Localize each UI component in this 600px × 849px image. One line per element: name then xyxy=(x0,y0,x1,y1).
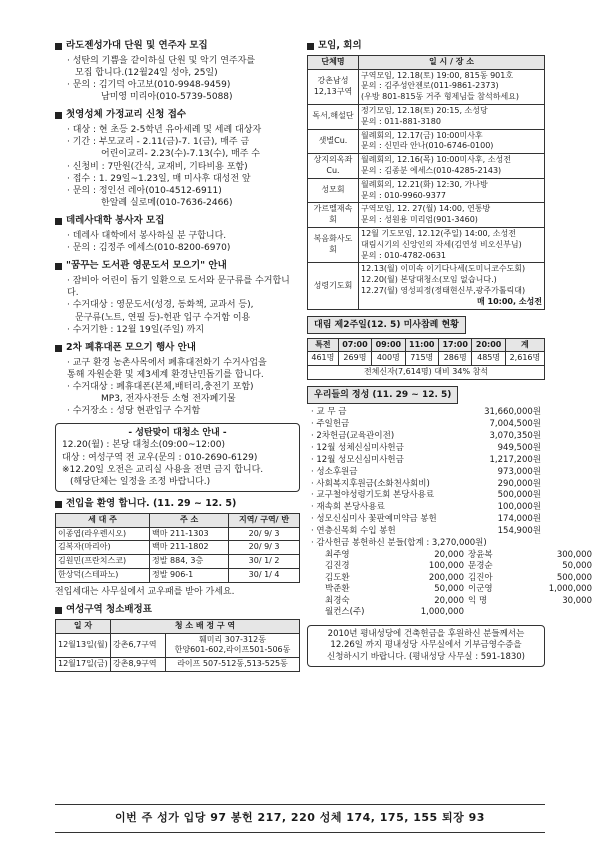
text-line: (해당단체는 일정을 조정 바랍니다.) xyxy=(70,476,211,487)
detail-line: 12.20(월) 본당대청소(모임 없습니다.) xyxy=(361,275,497,285)
item-label: · 2차헌금(교육관이전) xyxy=(311,431,395,441)
group-name: 독서,해설단 xyxy=(308,105,359,130)
table-row xyxy=(56,555,300,569)
hymn-footer: 이번 주 성가 입당 97 봉헌 217, 220 성체 174, 175, 155 퇴장 93 xyxy=(55,804,545,833)
section-title: 데레사대학 봉사자 모집 xyxy=(66,215,165,227)
detail-line: 12.27(월) 영성피정(정태현신부,광주가톨릭대) xyxy=(361,285,526,295)
item-label: · 12월 성체신심미사헌금 xyxy=(311,442,404,453)
table-cell: 20/ 9/ 3 xyxy=(229,541,300,555)
square-bullet-icon xyxy=(55,501,62,508)
group-name: 가르멜재속회 xyxy=(308,203,359,228)
square-bullet-icon xyxy=(55,345,62,352)
table-row xyxy=(56,569,300,583)
table-cell: 286명 xyxy=(438,352,471,366)
group-name: 샛별Cu. xyxy=(308,129,359,154)
group-name: 강촌남성 12,13구역 xyxy=(308,69,359,104)
table-cell: 30/ 1/ 2 xyxy=(229,555,300,569)
text-line: 문구류(노트, 연필 등)-헌관 입구 수거함 이용 xyxy=(75,312,251,323)
welcome-table xyxy=(55,513,300,583)
donor-name: 익 명 xyxy=(468,595,488,606)
list-item xyxy=(307,431,545,443)
gift-title xyxy=(307,538,545,550)
gift-title-text: · 감사헌금 봉헌하신 분들(합계 : 3,270,000원) xyxy=(311,538,487,549)
detail-line: 월례회의, 12.21(화) 12:30, 가나방 xyxy=(361,179,488,189)
table-row xyxy=(308,352,545,366)
item-label: · 성소후원금 xyxy=(311,466,358,477)
table-cell: 강촌8,9구역 xyxy=(111,658,166,672)
text-line: · 수거대상 : 폐휴대폰(본체,배터리,충전기 포함) xyxy=(67,381,254,392)
donor-amount: 1,000,000 xyxy=(548,584,592,595)
text-line: 대상 : 여성구역 전 교우(문의 : 010-2690-6129) xyxy=(62,452,258,463)
detail-line: 구역모임, 12.18(토) 19:00, 815동 901호 xyxy=(361,70,514,80)
group-name: 상지의옥좌 Cu. xyxy=(308,154,359,179)
donor-name xyxy=(468,607,528,618)
square-bullet-icon xyxy=(55,607,62,614)
table-cell: 715명 xyxy=(405,352,438,366)
table-cell: 461명 xyxy=(308,352,339,366)
book-drive-section xyxy=(55,260,300,336)
detail-line: 문의 : 010-4782-0631 xyxy=(361,250,446,260)
table-cell: 269명 xyxy=(338,352,371,366)
donor-name: 월컨스(주) xyxy=(325,607,365,618)
group-name: 성령기도회 xyxy=(308,263,359,309)
item-amount: 100,000원 xyxy=(497,502,541,513)
table-row xyxy=(308,154,545,179)
table-cell: 김원민(프란치스코) xyxy=(56,555,150,569)
notice-line: 2010년 평내성당에 건축헌금을 후원하신 분들께서는 xyxy=(327,628,525,639)
tax-receipt-notice xyxy=(307,625,545,667)
table-cell xyxy=(359,69,545,104)
section-title: 전입을 환영 합니다. (11. 29 ~ 12. 5) xyxy=(66,498,237,509)
donor-name: 문경순 xyxy=(468,561,493,572)
group-name: 성모회 xyxy=(308,178,359,203)
table-row xyxy=(308,129,545,154)
text-line: · 문의 : 정인선 레아(010-4512-6911) xyxy=(67,185,222,196)
table-cell xyxy=(359,203,545,228)
donor-name: 최주영 xyxy=(325,549,350,560)
donor-name: 김진경 xyxy=(325,561,350,572)
section-title: 2차 폐휴대폰 모으기 행사 안내 xyxy=(66,341,196,353)
table-row xyxy=(308,105,545,130)
text-line: ※12.20일 오전은 교리실 사용을 전면 금지 합니다. xyxy=(62,464,264,475)
column-header: 단체명 xyxy=(308,55,359,69)
table-cell: 라이프 507-512동,513-525동 xyxy=(166,658,300,672)
first-communion-section xyxy=(55,109,300,209)
text-line: 통해 자원순환 및 제3세계 환경난민돕기를 합니다. xyxy=(67,369,264,380)
column-header: 특전 xyxy=(308,338,339,352)
donor-amount: 30,000 xyxy=(562,595,592,606)
text-line: · 잠비아 어린이 돕기 일환으로 도서와 문구류를 수거합니다. xyxy=(67,276,290,299)
detail-line: 월례회의, 12.17(금) 10:00미사후 xyxy=(361,130,483,140)
cleaning-table xyxy=(55,619,300,672)
meetings-section xyxy=(307,40,545,310)
donor-amount: 1,000,000 xyxy=(420,607,464,618)
column-header: 계 xyxy=(505,338,544,352)
list-item xyxy=(307,455,545,467)
donor-name: 김도환 xyxy=(325,572,350,583)
table-row xyxy=(56,658,300,672)
column-header: 17:00 xyxy=(438,338,471,352)
text-line: · 수거장소 : 성당 현관입구 수거함 xyxy=(67,406,201,417)
detail-line: 정기모임, 12.18(토) 20:15, 소성당 xyxy=(361,106,488,115)
table-row xyxy=(308,263,545,309)
item-amount: 949,500원 xyxy=(497,442,541,453)
donor-amount: 20,000 xyxy=(434,549,464,560)
cleaning-schedule-section xyxy=(55,604,300,672)
section-title: 첫영성체 가정교리 신청 접수 xyxy=(66,109,187,121)
item-amount: 174,000원 xyxy=(497,514,541,525)
item-amount: 154,900원 xyxy=(497,526,541,537)
offerings-list xyxy=(307,407,545,550)
text-line: · 문의 : 김기덕 아고보(010-9948-9459) xyxy=(67,80,231,91)
detail-line: 월례회의, 12.16(목) 10:00미사후, 소성전 xyxy=(361,155,511,165)
item-amount: 7,004,500원 xyxy=(489,419,541,430)
table-cell: 485명 xyxy=(472,352,505,366)
item-amount: 500,000원 xyxy=(497,490,541,501)
donor-amount: 20,000 xyxy=(434,595,464,606)
text-line: · 문의 : 김정주 에세스(010-8200-6970) xyxy=(67,243,231,254)
table-row xyxy=(56,633,300,658)
donor-amount xyxy=(532,607,592,618)
table-row xyxy=(308,227,545,262)
square-bullet-icon xyxy=(55,218,62,225)
table-row xyxy=(308,69,545,104)
text-line: · 교구 환경 농촌사목에서 폐휴대전화기 수거사업을 xyxy=(67,357,267,368)
table-cell: 12월17일(금) xyxy=(56,658,111,672)
left-column xyxy=(55,40,300,678)
table-cell xyxy=(359,178,545,203)
detail-line: 문의 : 신민라 안나(010-6746-0100) xyxy=(361,141,494,151)
group-name: 복음화사도회 xyxy=(308,227,359,262)
table-cell: 백마 211-1802 xyxy=(150,541,229,555)
table-row xyxy=(56,527,300,541)
table-cell: 2,616명 xyxy=(505,352,544,366)
square-bullet-icon xyxy=(55,43,62,50)
column-header: 세 대 주 xyxy=(56,513,150,527)
text-line: · 데레사 대학에서 봉사하실 분 구합니다. xyxy=(67,230,227,241)
detail-line: 매 10:00, 소성전 xyxy=(477,296,542,306)
attendance-table xyxy=(307,338,545,380)
donor-name: 박준환 xyxy=(325,584,350,595)
column-header: 청 소 배 정 구 역 xyxy=(111,619,300,633)
donor-name: 장윤복 xyxy=(468,549,493,560)
donor-name: 최경숙 xyxy=(325,595,350,606)
donor-amount: 300,000 xyxy=(556,549,592,560)
text-line: · 수거기한 : 12월 19일(주일) 까지 xyxy=(67,324,205,335)
table-cell xyxy=(359,263,545,309)
welcome-note: 전입세대는 사무실에서 교우패를 받아 가세요. xyxy=(55,586,235,597)
text-line: · 접수 : 1. 29일~1.23일, 매 미사후 대성전 앞 xyxy=(67,173,251,184)
offerings-title: 우리들의 정성 (11. 29 ~ 12. 5) xyxy=(307,386,458,404)
column-header: 09:00 xyxy=(372,338,405,352)
text-line: 어린이교리- 2.23(수)-7.13(수), 매주 수 xyxy=(101,149,261,160)
table-row xyxy=(308,366,545,380)
square-bullet-icon xyxy=(55,112,62,119)
table-cell: 정발 884, 3층 xyxy=(150,555,229,569)
table-cell: 400명 xyxy=(372,352,405,366)
notice-line: 신청하시기 바랍니다. (평내성당 사무실 : 591-1830) xyxy=(326,651,525,662)
offerings-section xyxy=(307,386,592,667)
detail-line: 한양601-602,라이프501-506동 xyxy=(174,645,291,655)
column-header: 지역/ 구역/ 반 xyxy=(229,513,300,527)
list-item xyxy=(307,526,545,538)
detail-line: (우방 801-815동 거주 형제님들 참석하세요) xyxy=(361,92,520,102)
list-item xyxy=(307,467,545,479)
table-cell: 30/ 1/ 4 xyxy=(229,569,300,583)
item-amount: 1,217,200원 xyxy=(489,454,541,465)
table-cell: 한상덕(스테파노) xyxy=(56,569,150,583)
volunteer-section xyxy=(55,215,300,254)
table-cell: 김복자(마리아) xyxy=(56,541,150,555)
text-line: · 기간 : 부모교리 - 2.11(금)-7. 1(금), 매주 금 xyxy=(67,137,250,148)
list-item xyxy=(307,490,545,502)
attendance-title: 대림 제2주일(12. 5) 미사참례 현황 xyxy=(307,316,466,334)
section-title: 라도젠성가대 단원 및 연주자 모집 xyxy=(66,40,208,51)
table-cell xyxy=(359,154,545,179)
list-item xyxy=(307,419,545,431)
welcome-section xyxy=(55,498,300,598)
detail-line: 문의 : 011-881-3180 xyxy=(361,116,441,126)
detail-line: 문의 : 김종분 에세스(010-4285-2143) xyxy=(361,165,502,175)
item-label: · 교구철야성령기도회 본당사용료 xyxy=(311,490,435,501)
cleanup-notice-box xyxy=(55,423,300,492)
table-cell xyxy=(359,227,545,262)
donor-amount: 50,000 xyxy=(434,584,464,595)
text-line: · 대상 : 현 초등 2-5학년 유아세례 및 세례 대상자 xyxy=(67,125,262,136)
table-cell: 이종엽(라우렌시오) xyxy=(56,527,150,541)
column-header: 11:00 xyxy=(405,338,438,352)
donor-name: 이군영 xyxy=(468,584,493,595)
section-title: 모임, 회의 xyxy=(318,40,362,51)
table-row xyxy=(308,203,545,228)
table-cell: 12월13일(월) xyxy=(56,633,111,658)
section-title: "꿈꾸는 도서관 영문도서 모으기" 안내 xyxy=(66,260,227,272)
donor-amount: 100,000 xyxy=(428,561,464,572)
gift-grid xyxy=(307,549,592,619)
donor-amount: 50,000 xyxy=(562,561,592,572)
detail-line: 12.13(월) 이미속 이기다나세(도미니코수도회) xyxy=(361,264,526,274)
column-header: 주 소 xyxy=(150,513,229,527)
item-label: · 12월 성모신심미사헌금 xyxy=(311,454,404,465)
detail-line: 12월 기도모임, 12.12(주일) 14:00, 소성전 xyxy=(361,228,516,238)
table-cell xyxy=(359,129,545,154)
section-title: 여성구역 청소배정표 xyxy=(66,603,152,615)
item-label: · 재속회 본당사용료 xyxy=(311,502,385,513)
column-header: 일 시 / 장 소 xyxy=(359,55,545,69)
detail-line: 훼미리 307-312동 xyxy=(199,634,266,644)
total-cell: 전체신자(7,614명) 대비 34% 참석 xyxy=(308,366,545,380)
donor-amount: 500,000 xyxy=(556,572,592,583)
text-line: · 수거대상 : 영문도서(성경, 동화책, 교과서 등), xyxy=(67,300,254,311)
square-bullet-icon xyxy=(55,263,62,270)
item-label: · 주일헌금 xyxy=(311,419,350,430)
detail-line: 문의 : 010-9960-9377 xyxy=(361,190,446,200)
item-amount: 3,070,350원 xyxy=(489,431,541,441)
item-label: · 연층신목회 수입 봉헌 xyxy=(311,526,396,537)
detail-line: 대림시기의 신앙인의 자세(김연성 비오신부님) xyxy=(361,239,522,249)
meetings-table xyxy=(307,55,545,310)
item-label: · 교 무 금 xyxy=(311,407,347,418)
list-item xyxy=(307,502,545,514)
notice-line: 12.26일 까지 평내성당 사무실에서 기부금영수증을 xyxy=(330,640,522,651)
column-header: 20:00 xyxy=(472,338,505,352)
text-line: 한알례 실로메(010-7636-2466) xyxy=(101,198,233,209)
table-cell: 강촌6,7구역 xyxy=(111,633,166,658)
box-title: - 성탄맞이 대청소 안내 - xyxy=(128,428,227,439)
text-line: 모집 합니다.(12월24일 성야, 25일) xyxy=(75,67,218,78)
table-row xyxy=(56,541,300,555)
choir-recruit-section xyxy=(55,40,300,103)
table-cell: 20/ 9/ 3 xyxy=(229,527,300,541)
right-column xyxy=(307,40,592,673)
donor-name: 김진아 xyxy=(468,572,493,583)
table-cell: 정발 906-1 xyxy=(150,569,229,583)
table-cell xyxy=(166,633,300,658)
detail-line: 문의 : 성원용 미리엄(901-3460) xyxy=(361,215,478,225)
item-label: · 성모신심미사 꽃판예미약금 봉헌 xyxy=(311,514,437,525)
text-line: · 신청비 : 7만원(간식, 교재비, 기타비용 포함) xyxy=(67,161,248,172)
column-header: 일 자 xyxy=(56,619,111,633)
phone-recycle-section xyxy=(55,342,300,418)
square-bullet-icon xyxy=(307,43,314,50)
list-item xyxy=(307,514,545,526)
table-row xyxy=(308,178,545,203)
list-item xyxy=(307,443,545,455)
text-line: 남미영 미리아(010-5739-5088) xyxy=(101,92,233,103)
attendance-section xyxy=(307,316,545,381)
item-amount: 973,000원 xyxy=(497,466,541,477)
item-amount: 290,000원 xyxy=(497,478,541,489)
text-line: · 성탄의 기쁨을 같이하실 단원 및 악기 연주자를 xyxy=(67,55,256,66)
detail-line: 구역모임, 12. 27(월) 14:00, 연통방 xyxy=(361,204,491,214)
column-header: 07:00 xyxy=(338,338,371,352)
text-line: 12.20(월) : 본당 대청소(09:00~12:00) xyxy=(62,440,226,451)
item-label: · 사회복지후원금(소화천사회비) xyxy=(311,478,430,489)
text-line: MP3, 전자사전등 소형 전자폐기물 xyxy=(101,394,236,405)
list-item xyxy=(307,407,545,419)
table-cell: 백마 211-1303 xyxy=(150,527,229,541)
donor-amount: 200,000 xyxy=(428,572,464,583)
table-cell xyxy=(359,105,545,130)
detail-line: 문의 : 김주성안젠로(011-9861-2373) xyxy=(361,81,499,91)
list-item xyxy=(307,479,545,491)
item-amount: 31,660,000원 xyxy=(484,407,541,418)
